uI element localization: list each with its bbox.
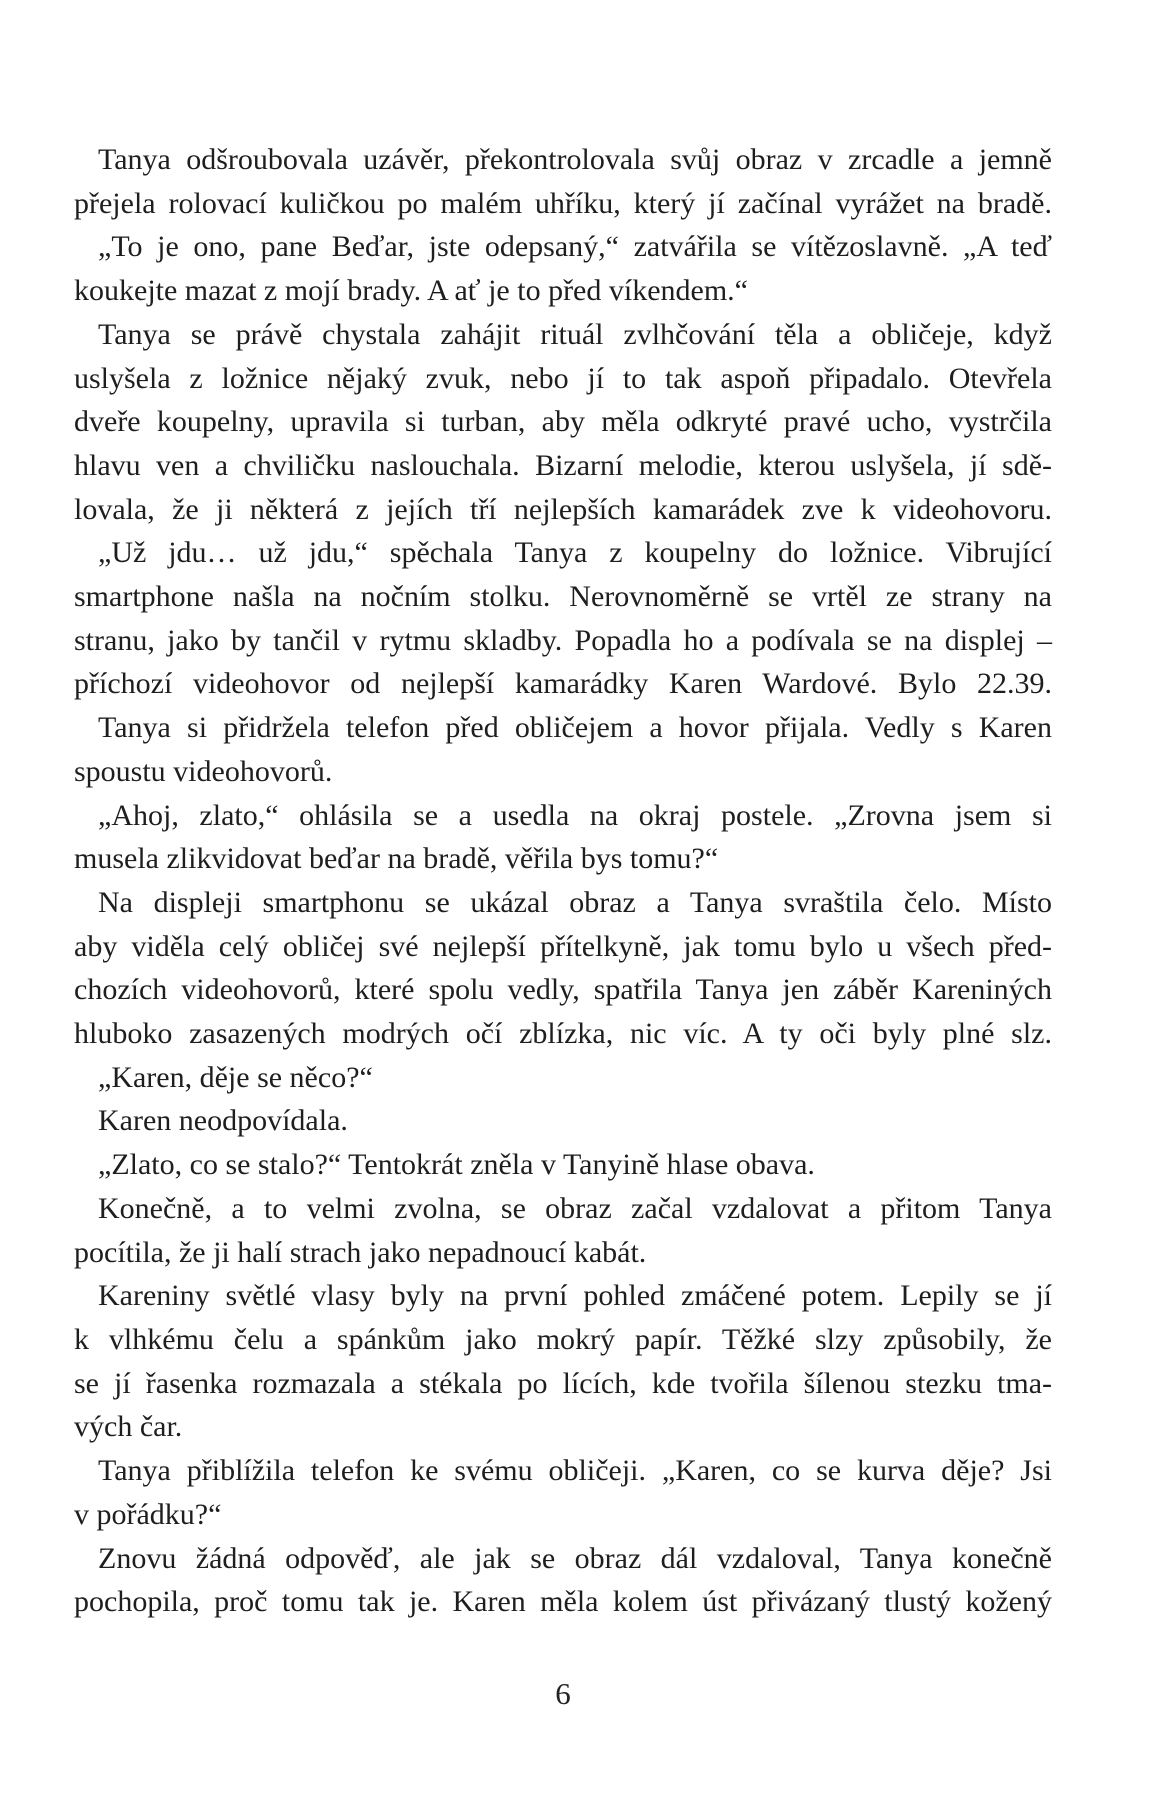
text-line: pochopila, proč tomu tak je. Karen měla kolem úst přivázaný tlustý kožený (74, 1585, 1052, 1619)
text-line: pocítila, že ji halí strach jako nepadnoucí kabát. (74, 1235, 647, 1269)
text-line: hlavu ven a chviličku naslouchala. Bizarní melodie, kterou uslyšela, jí sdě- (74, 448, 1052, 482)
text-line: spoustu videohovorů. (74, 754, 333, 788)
text-line: stranu, jako by tančil v rytmu skladby. Popadla ho a podívala se na displej – (74, 623, 1052, 657)
text-line: musela zlikvidovat beďar na bradě, věřila bys tomu?“ (74, 842, 719, 876)
text-line: „Zlato, co se stalo?“ Tentokrát zněla v Tanyině hlase obava. (98, 1148, 815, 1182)
text-line: aby viděla celý obličej své nejlepší přítelkyně, jak tomu bylo u všech před- (74, 929, 1052, 963)
text-line: k vlhkému čelu a spánkům jako mokrý papír. Těžké slzy způsobily, že (74, 1322, 1052, 1356)
text-line: Konečně, a to velmi zvolna, se obraz začal vzdalovat a přitom Tanya (98, 1191, 1052, 1225)
text-line: koukejte mazat z mojí brady. A ať je to před víkendem.“ (74, 274, 748, 308)
text-line: Znovu žádná odpověď, ale jak se obraz dál vzdaloval, Tanya konečně (98, 1541, 1052, 1575)
text-line: Tanya si přidržela telefon před obličejem a hovor přijala. Vedly s Karen (98, 711, 1052, 745)
text-line: se jí řasenka rozmazala a stékala po lících, kde tvořila šílenou stezku tma- (74, 1366, 1052, 1400)
text-line: Karen neodpovídala. (98, 1104, 348, 1138)
text-line: Tanya se právě chystala zahájit rituál zvlhčování těla a obličeje, když (98, 317, 1052, 351)
text-line: „To je ono, pane Beďar, jste odepsaný,“ zatvářila se vítězoslavně. „A teď (98, 230, 1052, 264)
text-line: přejela rolovací kuličkou po malém uhříku, který jí začínal vyrážet na bradě. (74, 186, 1052, 220)
text-line: chozích videohovorů, které spolu vedly, spatřila Tanya jen záběr Kareniných (74, 973, 1052, 1007)
text-line: příchozí videohovor od nejlepší kamarádky Karen Wardové. Bylo 22.39. (74, 667, 1052, 701)
text-line: Kareniny světlé vlasy byly na první pohled zmáčené potem. Lepily se jí (98, 1279, 1052, 1313)
text-line: lovala, že ji některá z jejích tří nejlepších kamarádek zve k videohovoru. (74, 492, 1052, 526)
text-line: v pořádku?“ (74, 1497, 222, 1531)
text-line: „Ahoj, zlato,“ ohlásila se a usedla na okraj postele. „Zrovna jsem si (98, 798, 1052, 832)
page-number: 6 (555, 1676, 571, 1711)
text-line: „Karen, děje se něco?“ (98, 1060, 373, 1094)
body-text (74, 138, 1052, 1624)
text-line: Tanya odšroubovala uzávěr, překontrolovala svůj obraz v zrcadle a jemně (98, 143, 1052, 176)
text-line: dveře koupelny, upravila si turban, aby měla odkryté pravé ucho, vystrčila (74, 405, 1052, 439)
text-line: „Už jdu… už jdu,“ spěchala Tanya z koupelny do ložnice. Vibrující (98, 536, 1052, 570)
text-line: smartphone našla na nočním stolku. Nerovnoměrně se vrtěl ze strany na (74, 580, 1052, 614)
text-line: Tanya přiblížila telefon ke svému obličeji. „Karen, co se kurva děje? Jsi (98, 1454, 1052, 1488)
text-line: uslyšela z ložnice nějaký zvuk, nebo jí to tak aspoň připadalo. Otevřela (74, 361, 1052, 395)
text-line: vých čar. (74, 1410, 183, 1444)
text-line: Na displeji smartphonu se ukázal obraz a Tanya svraštila čelo. Místo (98, 885, 1052, 919)
text-line: hluboko zasazených modrých očí zblízka, nic víc. A ty oči byly plné slz. (74, 1017, 1052, 1051)
